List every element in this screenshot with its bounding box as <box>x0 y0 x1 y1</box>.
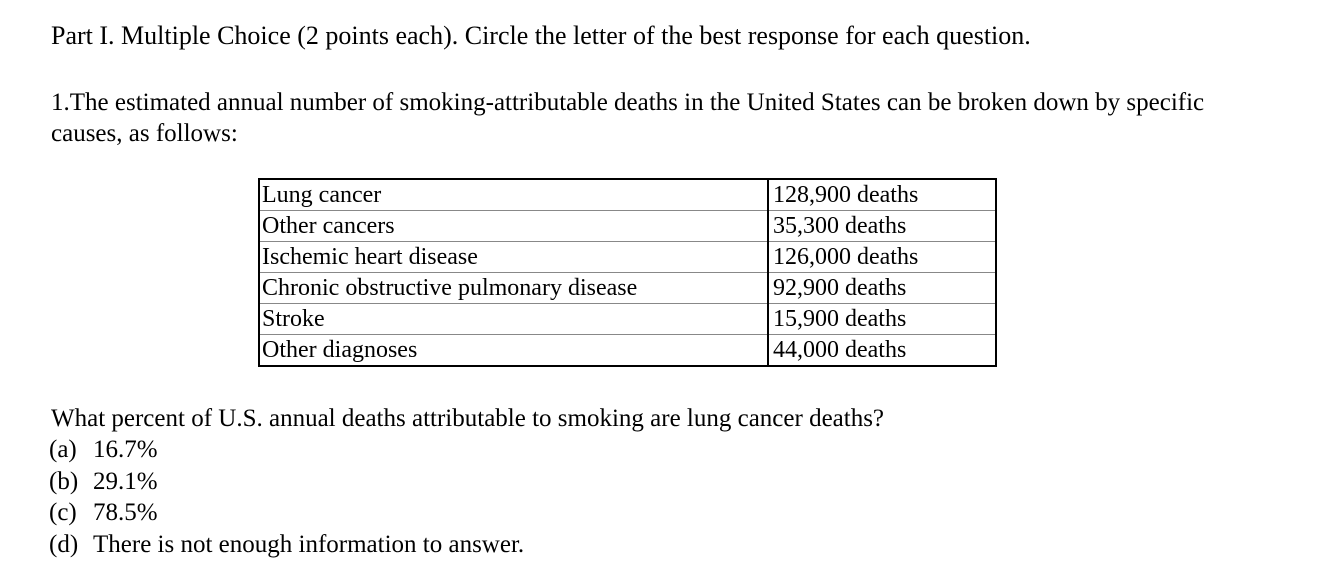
table-row <box>259 273 996 304</box>
answer-option-c[interactable] <box>49 497 524 529</box>
table-row <box>259 304 996 335</box>
cause-cell: Lung cancer <box>259 179 768 211</box>
option-letter: (a) <box>49 436 77 463</box>
option-text: 78.5% <box>93 499 158 526</box>
deaths-cell: 35,300 deaths <box>768 211 996 242</box>
answer-option-b[interactable] <box>49 466 524 498</box>
question-prompt: What percent of U.S. annual deaths attributable to smoking are lung cancer deaths? <box>51 405 885 432</box>
option-letter: (b) <box>49 467 79 495</box>
cause-cell: Other cancers <box>259 211 768 242</box>
section-heading: Part I. Multiple Choice (2 points each). Circle the letter of the best response for each question. <box>51 21 1031 50</box>
causes-table <box>258 178 997 367</box>
cause-cell: Other diagnoses <box>259 335 768 367</box>
deaths-cell: 15,900 deaths <box>768 304 996 335</box>
option-letter: (d) <box>49 530 79 558</box>
table-row <box>259 211 996 242</box>
deaths-cell: 92,900 deaths <box>768 273 996 304</box>
answer-option-a[interactable] <box>49 434 524 466</box>
option-letter: (c) <box>49 499 77 526</box>
cause-cell: Ischemic heart disease <box>259 242 768 273</box>
question-intro: 1.The estimated annual number of smoking-attributable deaths in the United States can be broken down by specific causes, as follows: <box>51 89 1205 147</box>
answer-option-d[interactable] <box>49 529 524 561</box>
table-row <box>259 335 996 367</box>
option-text: 29.1% <box>93 467 158 495</box>
option-text: 16.7% <box>93 436 158 463</box>
table-row <box>259 179 996 211</box>
option-text: There is not enough information to answer. <box>93 530 525 558</box>
deaths-cell: 128,900 deaths <box>768 179 996 211</box>
deaths-cell: 126,000 deaths <box>768 242 996 273</box>
cause-cell: Stroke <box>259 304 768 335</box>
deaths-cell: 44,000 deaths <box>768 335 996 367</box>
cause-cell: Chronic obstructive pulmonary disease <box>259 273 768 304</box>
table-row <box>259 242 996 273</box>
answer-options <box>49 434 524 560</box>
